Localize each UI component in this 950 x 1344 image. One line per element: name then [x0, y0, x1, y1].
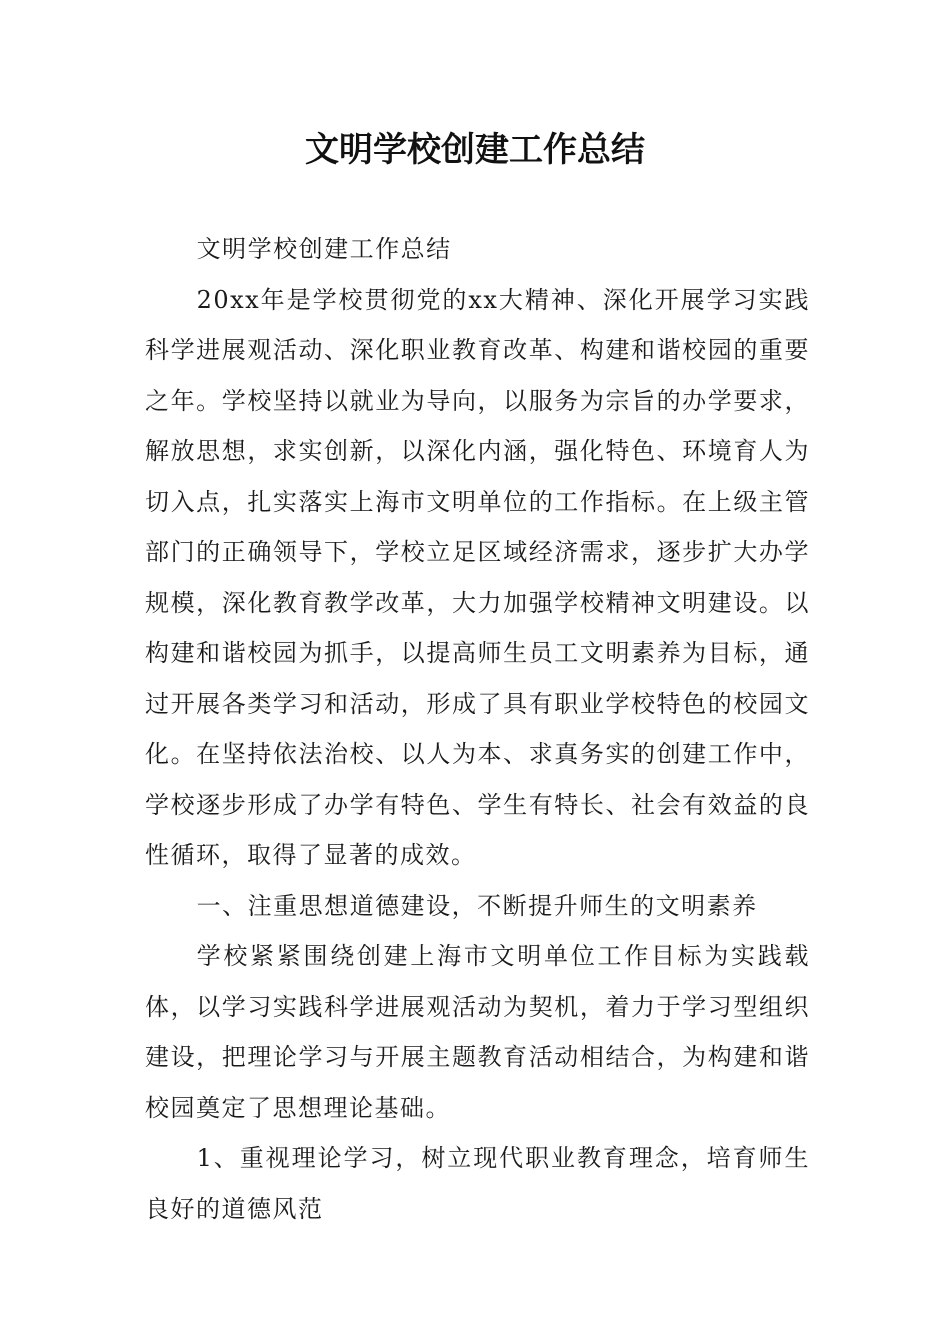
- document-title: 文明学校创建工作总结: [305, 130, 645, 170]
- section-heading: 一、注重思想道德建设，不断提升师生的文明素养: [196, 891, 758, 920]
- document-body: [145, 224, 810, 1234]
- subsection-heading: 1、重视理论学习，树立现代职业教育理念，培育师生良好的道德风范: [145, 1144, 810, 1223]
- paragraph-subtitle: 文明学校创建工作总结: [196, 235, 452, 263]
- paragraph-section-body: 学校紧紧围绕创建上海市文明单位工作目标为实践载体，以学习实践科学进展观活动为契机，着力于学习型组织建设，把理论学习与开展主题教育活动相结合，为构建和谐校园奠定了思想理论基础。: [145, 942, 810, 1122]
- paragraph-intro: 20xx年是学校贯彻党的xx大精神、深化开展学习实践科学进展观活动、深化职业教育改革、构建和谐校园的重要之年。学校坚持以就业为导向，以服务为宗旨的办学要求，解放思想，求实创新，以深化内涵，强化特色、环境育人为切入点，扎实落实上海市文明单位的工作指标。在上级主管部门的正确领导下，学校立足区域经济需求，逐步扩大办学规模，深化教育教学改革，大力加强学校精神文明建设。以构建和谐校园为抓手，以提高师生员工文明素养为目标，通过开展各类学习和活动，形成了具有职业学校特色的校园文化。在坚持依法治校、以人为本、求真务实的创建工作中，学校逐步形成了办学有特色、学生有特长、社会有效益的良性循环，取得了显著的成效。: [145, 285, 810, 869]
